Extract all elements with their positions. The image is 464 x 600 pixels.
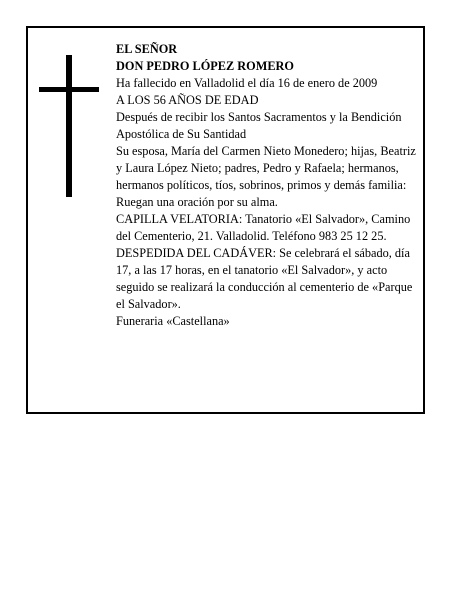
cross-icon <box>39 55 99 197</box>
family-list: Su esposa, María del Carmen Nieto Monedero; hijas, Beatriz y Laura López Nieto; padres, Pedro y Rafaela; hermanos, hermanos políticos, tíos, sobrinos, primos y demás familia: <box>116 144 416 192</box>
funeral-home: Funeraria «Castellana» <box>116 314 230 328</box>
prayer-request: Ruegan una oración por su alma. <box>116 195 278 209</box>
chapel-info: CAPILLA VELATORIA: Tanatorio «El Salvador», Camino del Cementerio, 21. Valladolid. Teléfono 983 25 12 25. <box>116 212 411 243</box>
cross-vertical-bar <box>66 55 72 197</box>
sacraments-line: Después de recibir los Santos Sacramentos y la Bendición Apostólica de Su Santidad <box>116 110 402 141</box>
death-date-line: Ha fallecido en Valladolid el día 16 de enero de 2009 <box>116 76 378 90</box>
obituary-notice <box>26 26 425 414</box>
notice-text <box>116 41 420 330</box>
age-line: A LOS 56 AÑOS DE EDAD <box>116 93 259 107</box>
cross-horizontal-bar <box>39 87 99 92</box>
farewell-info: DESPEDIDA DEL CADÁVER: Se celebrará el sábado, día 17, a las 17 horas, en el tanatorio «El Salvador», y acto seguido se realizará la conducción al cementerio de «Parque el Salvador». <box>116 246 413 311</box>
deceased-name: DON PEDRO LÓPEZ ROMERO <box>116 59 294 73</box>
notice-title: EL SEÑOR <box>116 42 178 56</box>
